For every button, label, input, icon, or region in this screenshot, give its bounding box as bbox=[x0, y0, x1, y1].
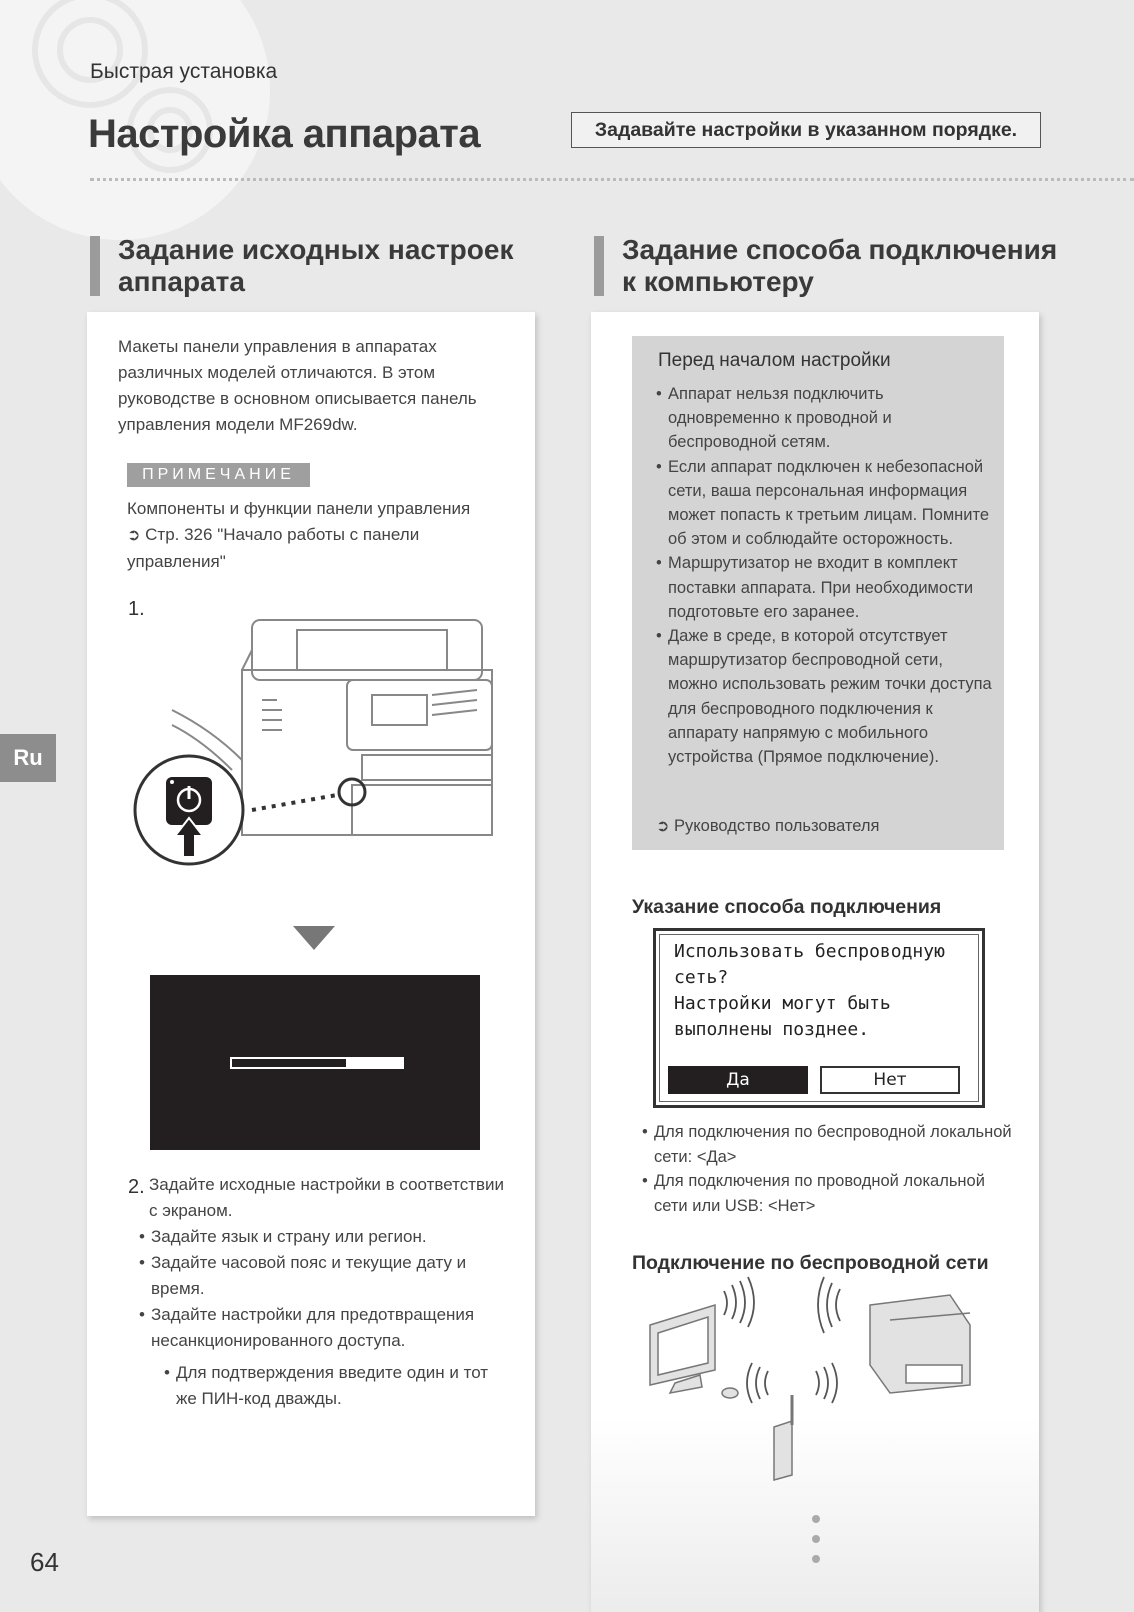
lcd-question: Использовать беспроводную сеть? bbox=[674, 941, 945, 988]
dot bbox=[812, 1555, 820, 1563]
before-setup-title: Перед началом настройки bbox=[658, 350, 891, 371]
wireless-network-illustration bbox=[640, 1275, 1010, 1495]
list-item: • Если аппарат подключен к небезопасной сети, ваша персональная информация может попасть к третьим лицам. Помните об этом и соблюдайте осторожность. bbox=[656, 455, 996, 552]
before-setup-bullets bbox=[656, 382, 996, 769]
dot bbox=[812, 1535, 820, 1543]
user-guide-link[interactable]: Руководство пользователя bbox=[674, 817, 880, 835]
page-title: Настройка аппарата bbox=[88, 112, 481, 156]
yes-button[interactable]: Да bbox=[668, 1066, 808, 1094]
continuation-dots bbox=[812, 1515, 820, 1575]
page-number: 64 bbox=[30, 1547, 59, 1577]
step-2-text: Задайте исходные настройки в соответствии с экраном. bbox=[149, 1175, 505, 1220]
note-text-line: Компоненты и функции панели управления bbox=[127, 499, 471, 518]
list-item: • Маршрутизатор не входит в комплект поставки аппарата. При необходимости подготовьте его заранее. bbox=[656, 551, 996, 624]
list-item: • Для подключения по проводной локальной сети или USB: <Нет> bbox=[642, 1169, 1012, 1218]
down-arrow-icon bbox=[293, 926, 335, 950]
progress-fill bbox=[232, 1059, 346, 1067]
connection-method-heading: Указание способа подключения bbox=[632, 896, 942, 918]
list-item: • Для подтверждения введите один и тот же ПИН-код дважды. bbox=[164, 1360, 494, 1412]
note-label: ПРИМЕЧАНИЕ bbox=[127, 463, 310, 487]
lcd-startup-screen bbox=[150, 975, 480, 1150]
section-heading-initial-settings: Задание исходных настроек аппарата bbox=[90, 234, 558, 298]
header-divider bbox=[90, 178, 1134, 181]
startup-progress-bar bbox=[230, 1057, 404, 1069]
printer-power-illustration bbox=[132, 610, 512, 900]
intro-text: Макеты панели управления в аппаратах различных моделей отличаются. В этом руководстве в основном описывается панель управления модели MF269dw. bbox=[118, 337, 477, 434]
section-heading-connection: Задание способа подключения к компьютеру bbox=[594, 234, 1062, 298]
list-item: • Даже в среде, в которой отсутствует маршрутизатор беспроводной сети, можно использовать режим точки доступа для беспроводного подключения к аппарату напрямую с мобильного устройства (Прямое подключение). bbox=[656, 624, 996, 769]
list-item: • Задайте язык и страну или регион. bbox=[139, 1224, 509, 1250]
no-button[interactable]: Нет bbox=[820, 1066, 960, 1094]
note-link[interactable]: Стр. 326 "Начало работы с панели управления" bbox=[127, 525, 420, 571]
note-text bbox=[127, 496, 497, 575]
step-2-bullets bbox=[139, 1224, 509, 1354]
wireless-connection-heading: Подключение по беспроводной сети bbox=[632, 1252, 989, 1274]
arrow-right-icon: ➲ bbox=[656, 818, 670, 835]
dot bbox=[812, 1515, 820, 1523]
list-item: • Для подключения по беспроводной локальной сети: <Да> bbox=[642, 1120, 1012, 1169]
list-item: • Задайте настройки для предотвращения несанкционированного доступа. bbox=[139, 1302, 509, 1354]
list-item: • Аппарат нельзя подключить одновременно к проводной и беспроводной сетям. bbox=[656, 382, 996, 455]
document-subtitle: Быстрая установка bbox=[90, 60, 278, 83]
user-guide-reference bbox=[656, 816, 880, 836]
order-note: Задавайте настройки в указанном порядке. bbox=[571, 112, 1041, 148]
list-item: • Задайте часовой пояс и текущие дату и время. bbox=[139, 1250, 509, 1302]
lcd-wireless-prompt bbox=[653, 928, 985, 1108]
step-2-number: 2. bbox=[128, 1176, 145, 1198]
lcd-message bbox=[674, 939, 964, 1043]
step-1-number: 1. bbox=[128, 598, 145, 620]
lcd-hint: Настройки могут быть выполнены позднее. bbox=[674, 993, 891, 1040]
step-2-sub-bullets bbox=[164, 1360, 494, 1412]
language-tab: Ru bbox=[0, 734, 56, 782]
connection-bullets bbox=[642, 1120, 1012, 1218]
arrow-right-icon: ➲ bbox=[127, 527, 141, 544]
